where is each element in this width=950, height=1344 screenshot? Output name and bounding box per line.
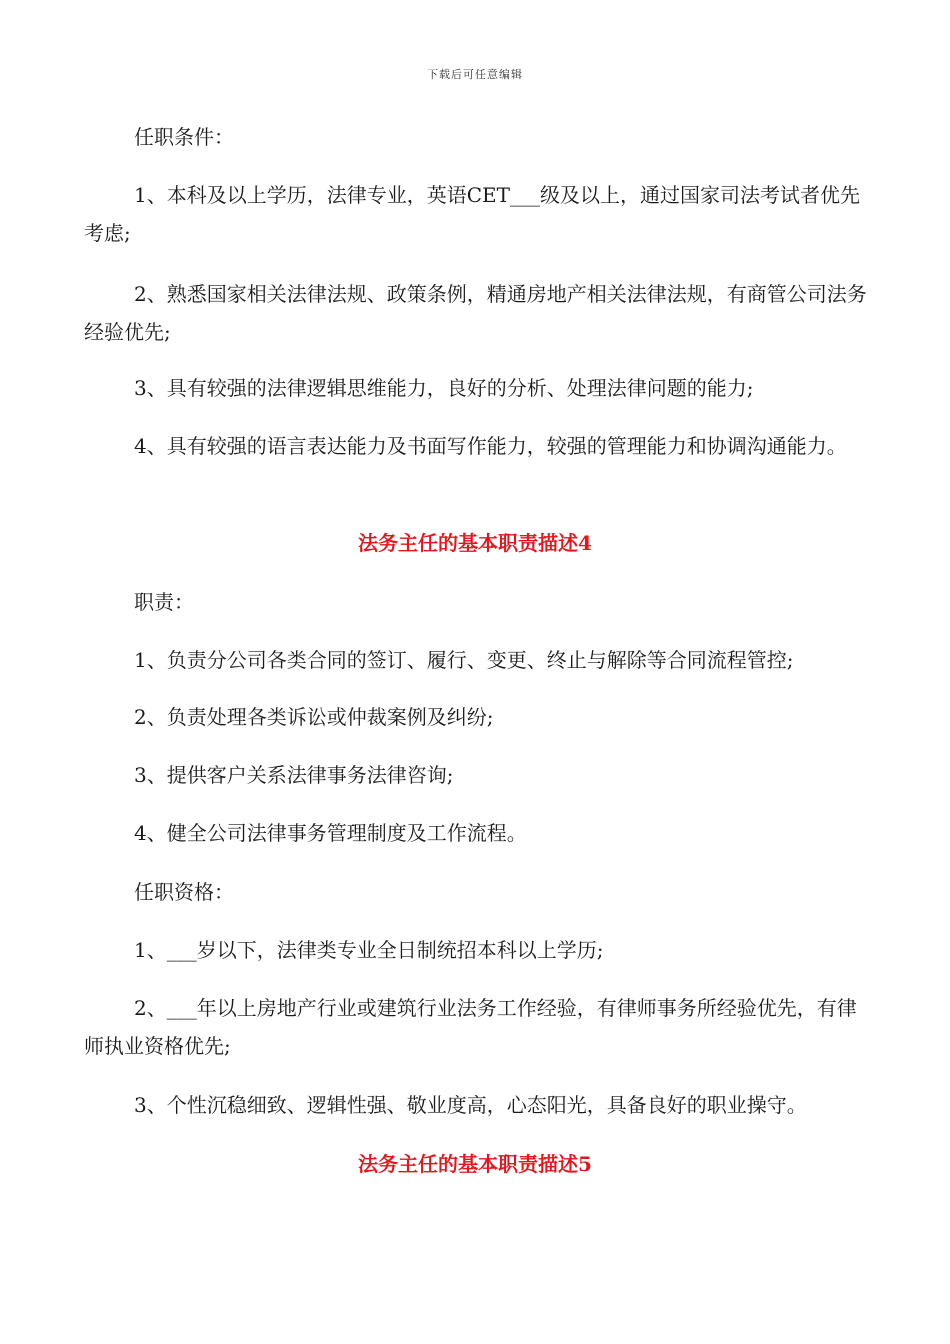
- section-heading-4: 法务主任的基本职责描述4: [358, 531, 592, 555]
- duty-item-4: 4、健全公司法律事务管理制度及工作流程。: [134, 821, 527, 845]
- duties-title: 职责：: [134, 590, 194, 614]
- condition-item-3: 3、具有较强的法律逻辑思维能力，良好的分析、处理法律问题的能力;: [134, 376, 754, 400]
- condition-item-2: 2、熟悉国家相关法律法规、政策条例，精通房地产相关法律法规，有商管公司法务经验优先;: [84, 282, 867, 344]
- duty-item-1: 1、负责分公司各类合同的签订、履行、变更、终止与解除等合同流程管控;: [134, 648, 794, 672]
- qualifications-title: 任职资格：: [134, 880, 234, 904]
- header-note: 下载后可任意编辑: [427, 68, 523, 81]
- qualification-item-2: 2、___年以上房地产行业或建筑行业法务工作经验，有律师事务所经验优先，有律师执业资格优先;: [84, 996, 857, 1058]
- section-heading-5: 法务主任的基本职责描述5: [358, 1152, 592, 1176]
- duty-item-3: 3、提供客户关系法律事务法律咨询;: [134, 763, 454, 787]
- condition-item-4: 4、具有较强的语言表达能力及书面写作能力，较强的管理能力和协调沟通能力。: [134, 434, 847, 458]
- duty-item-2: 2、负责处理各类诉讼或仲裁案例及纠纷;: [134, 705, 494, 729]
- conditions-title: 任职条件：: [134, 125, 234, 149]
- qualification-item-1: 1、___岁以下，法律类专业全日制统招本科以上学历;: [134, 938, 604, 962]
- condition-item-1: 1、本科及以上学历，法律专业，英语CET___级及以上，通过国家司法考试者优先考虑;: [84, 183, 860, 245]
- qualification-item-3: 3、个性沉稳细致、逻辑性强、敬业度高，心态阳光，具备良好的职业操守。: [134, 1093, 807, 1117]
